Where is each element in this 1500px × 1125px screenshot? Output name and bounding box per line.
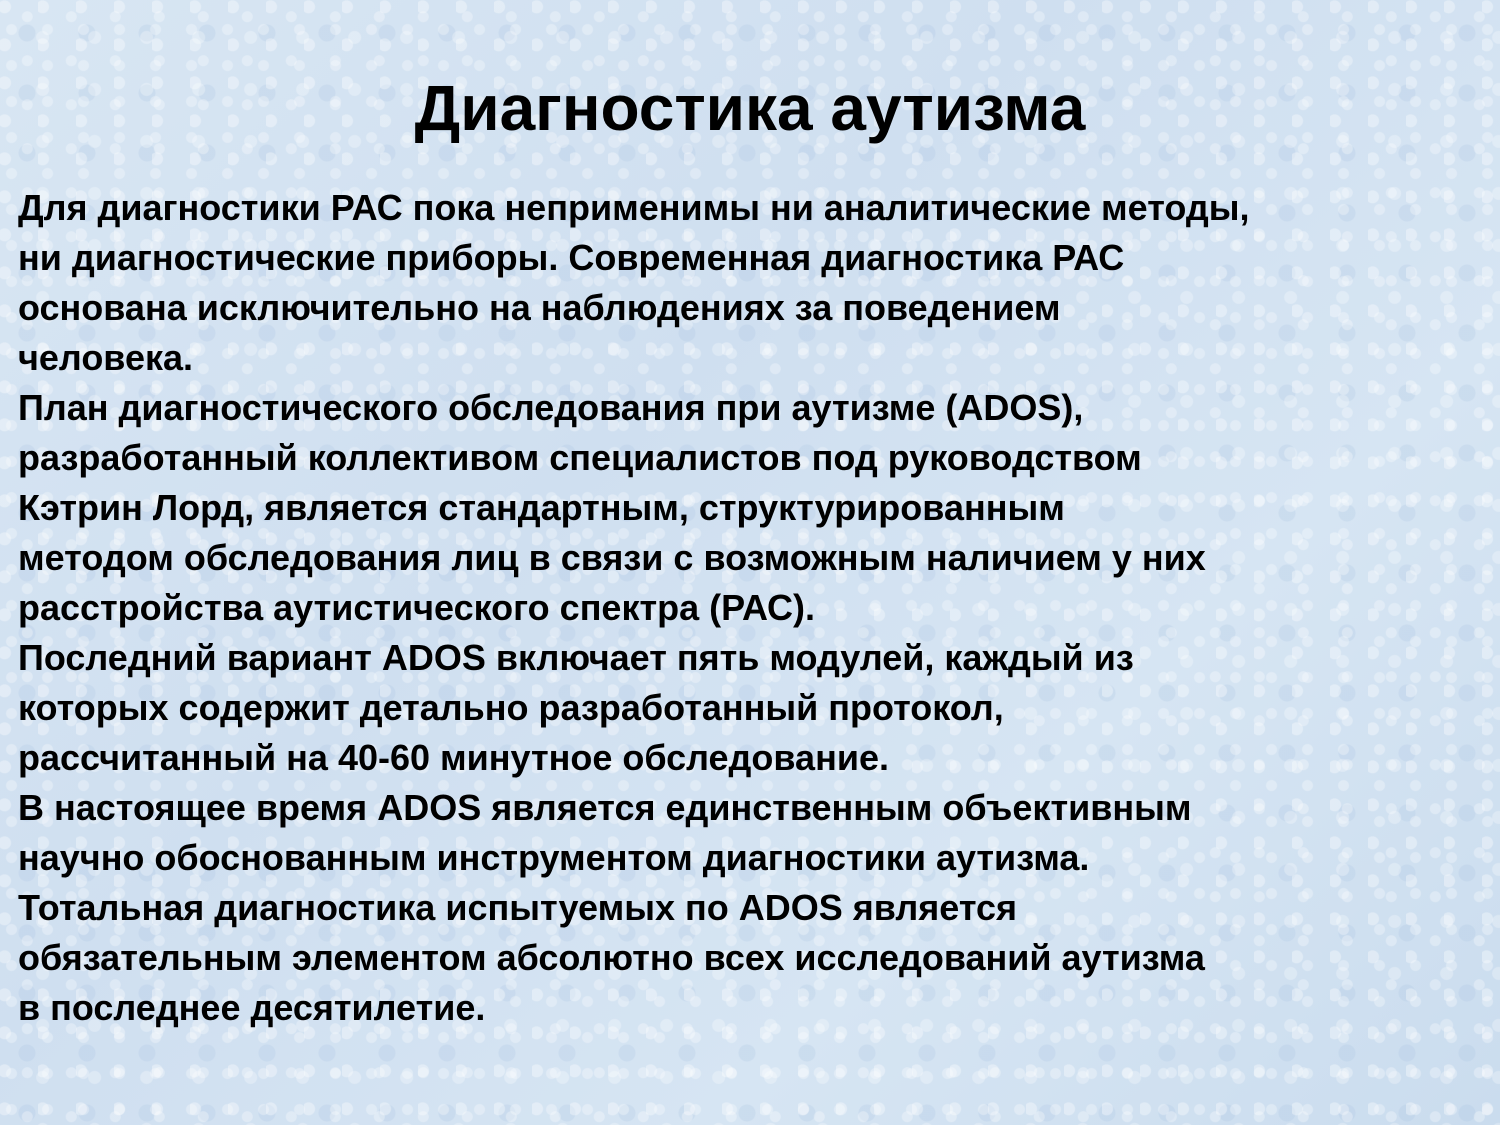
- body-line: Тотальная диагностика испытуемых по ADOS является: [18, 887, 1017, 928]
- body-line: человека.: [18, 337, 194, 378]
- body-line: расстройства аутистического спектра (РАС).: [18, 587, 816, 628]
- body-line: которых содержит детально разработанный протокол,: [18, 687, 1004, 728]
- body-line: План диагностического обследования при аутизме (ADOS),: [18, 387, 1084, 428]
- body-line: методом обследования лиц в связи с возможным наличием у них: [18, 537, 1206, 578]
- body-line: Для диагностики РАС пока неприменимы ни аналитические методы,: [18, 187, 1250, 228]
- body-line: научно обоснованным инструментом диагностики аутизма.: [18, 837, 1090, 878]
- body-line: разработанный коллективом специалистов под руководством: [18, 437, 1142, 478]
- body-line: рассчитанный на 40-60 минутное обследование.: [18, 737, 889, 778]
- body-line: Последний вариант ADOS включает пять модулей, каждый из: [18, 637, 1134, 678]
- body-line: Кэтрин Лорд, является стандартным, структурированным: [18, 487, 1065, 528]
- body-line: обязательным элементом абсолютно всех исследований аутизма: [18, 937, 1205, 978]
- body-line: В настоящее время ADOS является единственным объективным: [18, 787, 1192, 828]
- slide-body: [18, 183, 1488, 1033]
- body-line: основана исключительно на наблюдениях за поведением: [18, 287, 1061, 328]
- body-line: в последнее десятилетие.: [18, 987, 486, 1028]
- slide-title: Диагностика аутизма: [414, 72, 1086, 144]
- body-line: ни диагностические приборы. Современная диагностика РАС: [18, 237, 1125, 278]
